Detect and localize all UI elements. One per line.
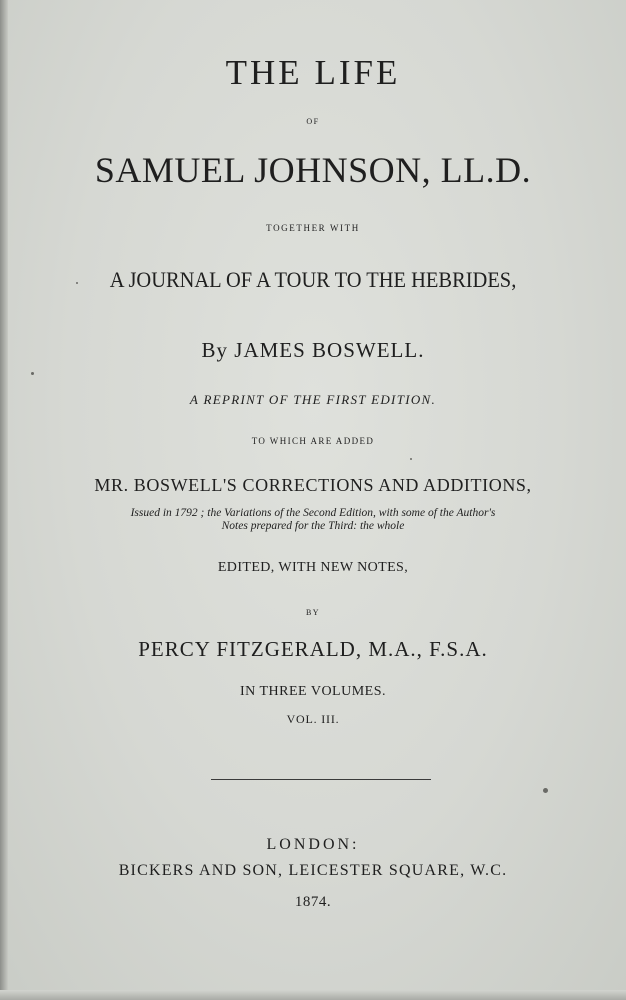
author-by-label: By [201, 338, 229, 362]
together-with-label: TOGETHER WITH [266, 223, 360, 233]
paper-speck [76, 282, 78, 284]
publication-year: 1874. [294, 894, 332, 910]
issued-note-line-1: Issued in 1792 ; the Variations of the Second Edition, with some of the Author's [130, 507, 496, 519]
issued-note-line-2: Notes prepared for the Third: the whole [221, 520, 405, 532]
author-name: JAMES BOSWELL. [234, 338, 425, 362]
subject-name: SAMUEL JOHNSON, LL.D. [94, 150, 532, 190]
issued-note [0, 507, 626, 533]
of-label: OF [306, 117, 320, 126]
paper-speck [31, 372, 34, 375]
volumes-label: IN THREE VOLUMES. [239, 684, 387, 699]
by-label: BY [305, 608, 321, 617]
page-bottom-edge [0, 990, 626, 1000]
book-title: THE LIFE [225, 53, 401, 92]
editor-name: PERCY FITZGERALD, M.A., F.S.A. [138, 637, 488, 661]
publisher-city: LONDON: [266, 836, 360, 853]
journal-title: A JOURNAL OF A TOUR TO THE HEBRIDES, [109, 267, 517, 292]
volume-number: VOL. III. [286, 712, 340, 726]
edited-label: EDITED, WITH NEW NOTES, [217, 560, 409, 575]
paper-speck [543, 788, 548, 793]
to-which-added-label: TO WHICH ARE ADDED [251, 436, 375, 446]
publisher-name: BICKERS AND SON, LEICESTER SQUARE, W.C. [118, 862, 508, 879]
paper-speck [410, 458, 412, 460]
corrections-heading: MR. BOSWELL'S CORRECTIONS AND ADDITIONS, [94, 475, 532, 495]
reprint-note: A REPRINT OF THE FIRST EDITION. [189, 392, 437, 407]
author-line [0, 338, 626, 363]
divider-rule [211, 779, 431, 780]
